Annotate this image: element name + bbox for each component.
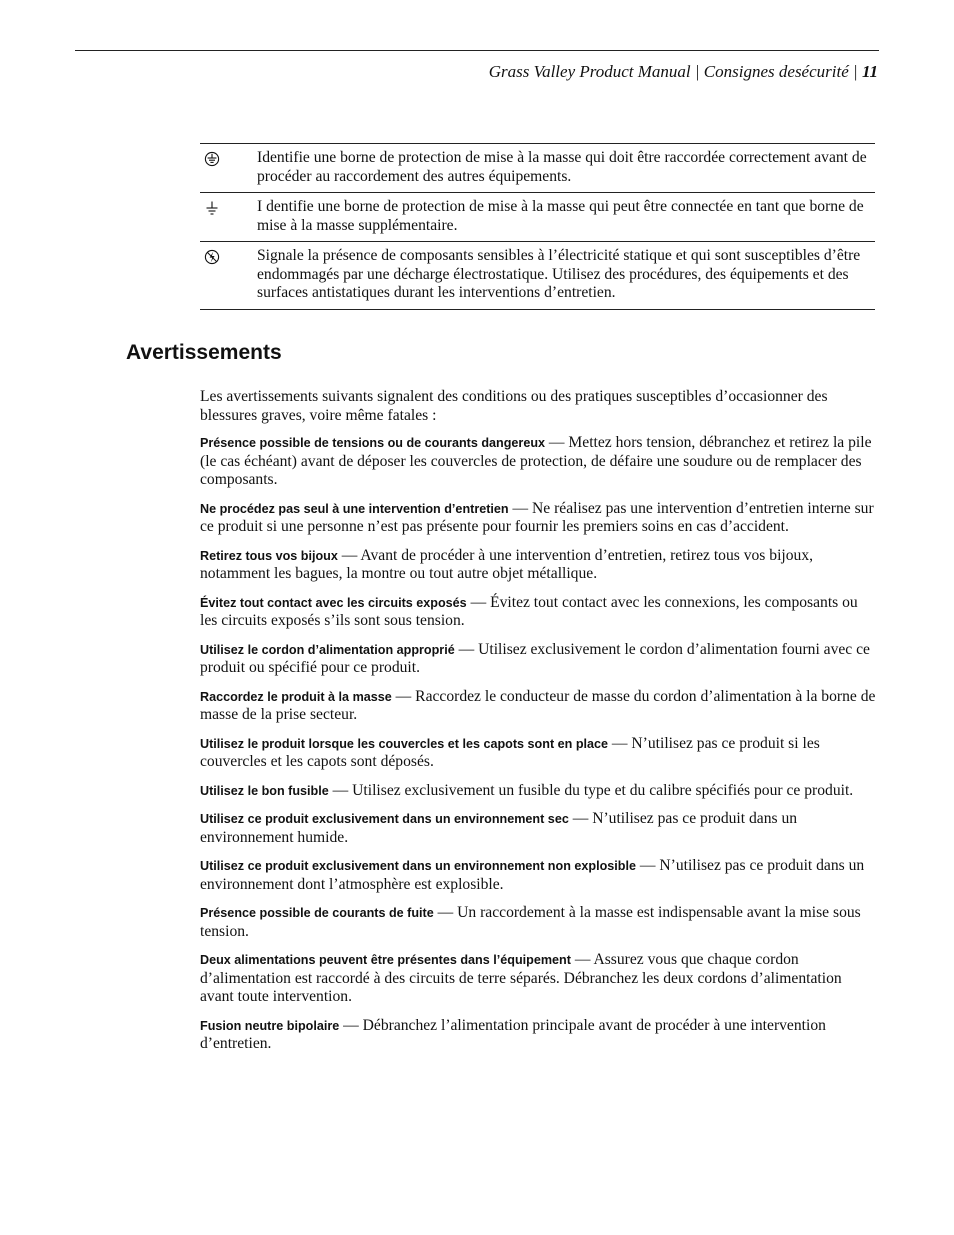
warning-text: Utilisez exclusivement le cordon d’alimentation fourni avec ce produit ou spécifié pour ce produit. bbox=[200, 640, 870, 676]
warning-label: Utilisez ce produit exclusivement dans un environnement non explosible bbox=[200, 859, 636, 873]
em-dash: — bbox=[433, 904, 458, 921]
em-dash: — bbox=[508, 499, 533, 517]
page-number: 11 bbox=[861, 62, 878, 81]
em-dash: — bbox=[339, 1016, 363, 1034]
warning-paragraph bbox=[200, 810, 876, 847]
warning-paragraph bbox=[200, 641, 876, 678]
warning-text: Évitez tout contact avec les connexions, les composants ou les circuits exposés s’ils sont sous tension. bbox=[200, 593, 858, 629]
warning-text: Avant de procéder à une intervention d’entretien, retirez tous vos bijoux, notamment les bagues, la montre ou tout autre objet métallique. bbox=[200, 546, 814, 582]
em-dash: — bbox=[391, 687, 416, 705]
warning-label: Raccordez le produit à la masse bbox=[200, 689, 392, 704]
warning-label: Utilisez le produit lorsque les couvercles et les capots sont en place bbox=[200, 736, 609, 751]
symbol-row bbox=[200, 193, 875, 242]
em-dash: — bbox=[454, 640, 479, 658]
ground-terminal-icon bbox=[200, 198, 257, 235]
warning-label: Présence possible de courants de fuite bbox=[200, 906, 434, 920]
warning-text: Un raccordement à la masse est indispensable avant la mise sous tension. bbox=[200, 904, 861, 940]
warning-paragraph bbox=[200, 951, 876, 1007]
warning-paragraph bbox=[200, 434, 876, 490]
symbol-description: Identifie une borne de protection de mise à la masse qui doit être raccordée correctement avant de procéder au raccordement des autres équipements. bbox=[257, 149, 867, 185]
symbol-row bbox=[200, 144, 875, 193]
running-head bbox=[489, 62, 878, 82]
warning-text: Assurez vous que chaque cordon d’alimentation est raccordé à des circuits de terre séparés. Débranchez les deux cordons d’alimentation avant toute intervention. bbox=[200, 951, 842, 1005]
warning-text: N’utilisez pas ce produit si les couvercles et les capots sont déposés. bbox=[200, 734, 820, 770]
warning-text: N’utilisez pas ce produit dans un environnement humide. bbox=[200, 810, 798, 846]
warning-text: Utilisez exclusivement un fusible du type et du calibre spécifiés pour ce produit. bbox=[352, 781, 854, 799]
warning-paragraph bbox=[200, 594, 876, 631]
protective-earth-icon bbox=[200, 149, 257, 186]
warnings-body bbox=[200, 388, 876, 1064]
warning-label: Ne procédez pas seul à une intervention d’entretien bbox=[200, 501, 509, 516]
warning-paragraph bbox=[200, 904, 876, 941]
warning-paragraph bbox=[200, 500, 876, 537]
em-dash: — bbox=[545, 434, 569, 451]
warning-label: Deux alimentations peuvent être présentes dans l’équipement bbox=[200, 953, 571, 967]
symbol-description: I dentifie une borne de protection de mise à la masse qui peut être connectée en tant que borne de mise à la masse supplémentaire. bbox=[257, 198, 864, 234]
warning-text: Ne réalisez pas une intervention d’entretien interne sur ce produit si une personne n’est pas présente pour fournir les premiers soins en cas d’accident. bbox=[200, 499, 874, 535]
warning-text: Débranchez l’alimentation principale avant de procéder à une intervention d’entretien. bbox=[200, 1016, 826, 1052]
warning-paragraph bbox=[200, 688, 876, 725]
warning-paragraph bbox=[200, 547, 876, 584]
warning-paragraph bbox=[200, 735, 876, 772]
warning-text: Raccordez le conducteur de masse du cordon d’alimentation à la borne de masse de la prise secteur. bbox=[200, 687, 876, 723]
warning-paragraph bbox=[200, 857, 876, 894]
symbol-row bbox=[200, 242, 875, 310]
em-dash: — bbox=[337, 546, 361, 564]
em-dash: — bbox=[466, 593, 491, 611]
warning-label: Évitez tout contact avec les circuits exposés bbox=[200, 595, 467, 610]
em-dash: — bbox=[635, 857, 660, 874]
warning-paragraph bbox=[200, 782, 876, 801]
section-title: Avertissements bbox=[126, 341, 282, 364]
header-rule bbox=[75, 50, 879, 51]
warning-text: Mettez hors tension, débranchez et retirez la pile (le cas échéant) avant de déposer les couvercles de protection, de défaire une soudure ou de remplacer des composants. bbox=[200, 434, 872, 488]
em-dash: — bbox=[570, 951, 594, 968]
em-dash: — bbox=[608, 734, 632, 752]
em-dash: — bbox=[328, 781, 353, 799]
warning-label: Utilisez le bon fusible bbox=[200, 783, 329, 798]
em-dash: — bbox=[568, 810, 593, 827]
running-head-title: Grass Valley Product Manual | Consignes desécurité | bbox=[488, 62, 862, 81]
warning-text: N’utilisez pas ce produit dans un environnement dont l’atmosphère est explosible. bbox=[200, 857, 865, 893]
warning-label: Utilisez le cordon d’alimentation approprié bbox=[200, 642, 455, 657]
intro-paragraph: Les avertissements suivants signalent des conditions ou des pratiques susceptibles d’occasionner des blessures graves, voire même fatales : bbox=[200, 388, 828, 424]
warning-paragraph bbox=[200, 1017, 876, 1054]
symbol-description: Signale la présence de composants sensibles à l’électricité statique et qui sont susceptibles d’être endommagés par une décharge électrostatique. Utilisez des procédures, des équipements et des surfaces antistatiques durant les interventions d’entretien. bbox=[257, 247, 861, 301]
warning-label: Utilisez ce produit exclusivement dans un environnement sec bbox=[200, 812, 569, 826]
warning-label: Présence possible de tensions ou de courants dangereux bbox=[200, 436, 546, 450]
esd-icon bbox=[200, 247, 257, 303]
symbol-table bbox=[200, 143, 875, 310]
warning-label: Retirez tous vos bijoux bbox=[200, 548, 338, 563]
warning-label: Fusion neutre bipolaire bbox=[200, 1018, 340, 1033]
